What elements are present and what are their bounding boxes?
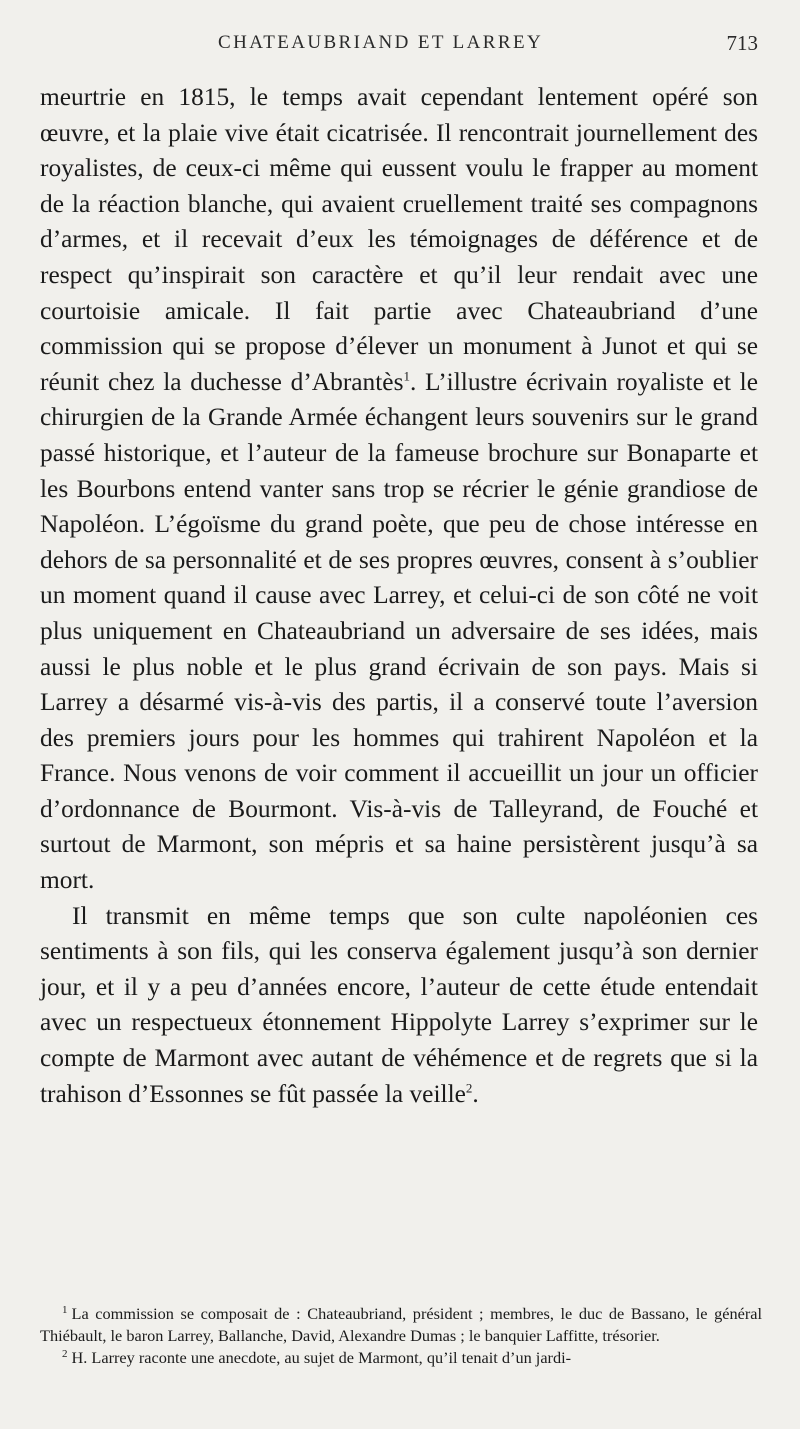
footnotes (40, 1303, 762, 1369)
footnote (40, 1303, 762, 1347)
paragraph-text: . (472, 1079, 479, 1108)
body-text (40, 80, 758, 1112)
footnote-mark: 2 (62, 1347, 68, 1360)
paragraph-text: . L’illustre écrivain royaliste et le chirurgien de la Grande Armée échangent leurs souvenirs sur le grand passé historique, et l’auteur de la fameuse brochure sur Bonaparte et les Bourbons entend vanter sans trop se récrier le génie grandiose de Napoléon. L’égoïsme du grand poète, que peu de chose intéresse en dehors de sa personnalité et de ses propres œuvres, consent à s’oublier un moment quand il cause avec Larrey, et celui-ci de son côté ne voit plus uniquement en Chateaubriand un adversaire de ses idées, mais aussi le plus noble et le plus grand écrivain de son pays. Mais si Larrey a désarmé vis-à-vis des partis, il a conservé toute l’aversion des premiers jours pour les hommes qui trahirent Napoléon et la France. Nous venons de voir comment il accueillit un jour un officier d’ordonnance de Bourmont. Vis-à-vis de Talleyrand, de Fouché et surtout de Marmont, son mépris et sa haine persistèrent jusqu’à sa mort. (40, 367, 758, 895)
footnote-mark: 1 (62, 1303, 68, 1316)
running-head (0, 30, 800, 60)
paragraph (40, 80, 758, 899)
paragraph (40, 899, 758, 1113)
footnote-text: H. Larrey raconte une anecdote, au sujet de Marmont, qu’il tenait d’un jardi- (71, 1348, 572, 1367)
paragraph-text: Il transmit en même temps que son culte napoléonien ces sentiments à son fils, qui les conserva également jusqu’à son dernier jour, et il y a peu d’années encore, l’auteur de cette étude entendait avec un respectueux étonnement Hippolyte Larrey s’exprimer sur le compte de Marmont avec autant de véhémence et de regrets que si la trahison d’Essonnes se fût passée la veille (40, 901, 758, 1108)
footnote (40, 1347, 762, 1369)
footnote-reference: 1 (403, 368, 410, 384)
paragraph-text: meurtrie en 1815, le temps avait cependant lentement opéré son œuvre, et la plaie vive était cicatrisée. Il rencontrait journellement des royalistes, de ceux-ci même qui eussent voulu le frapper au moment de la réaction blanche, qui avaient cruellement traité ses compagnons d’armes, et il recevait d’eux les témoignages de déférence et de respect qu’inspirait son caractère et qu’il leur rendait avec une courtoisie amicale. Il fait partie avec Chateaubriand d’une commission qui se propose d’élever un monument à Junot et qui se réunit chez la duchesse d’Abrantès (40, 83, 758, 396)
page-number: 713 (726, 31, 758, 55)
footnote-reference: 2 (465, 1080, 473, 1096)
footnote-text: La commission se composait de : Chateaubriand, président ; membres, le duc de Bassano, le général Thiébault, le baron Larrey, Ballanche, David, Alexandre Dumas ; le banquier Laffitte, trésorier. (40, 1304, 762, 1345)
running-title: CHATEAUBRIAND ET LARREY (218, 32, 544, 53)
